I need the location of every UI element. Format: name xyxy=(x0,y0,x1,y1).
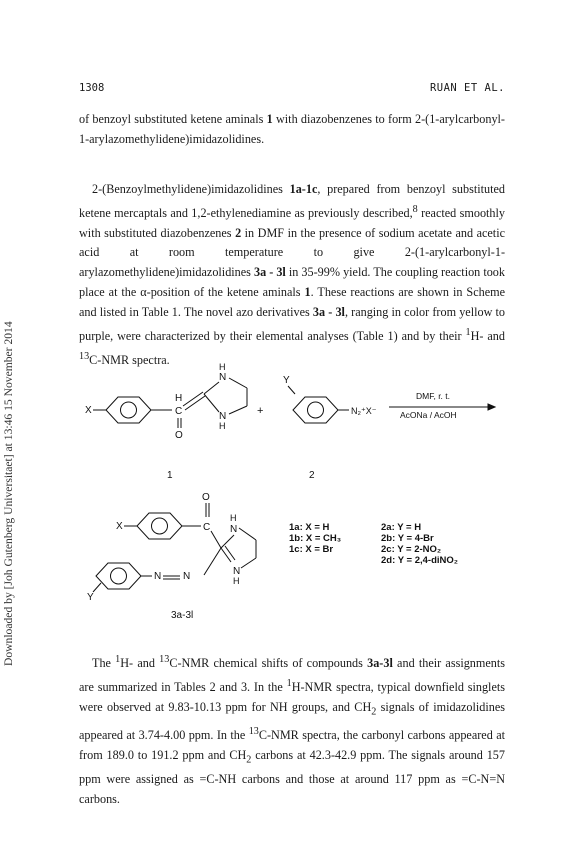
svg-text:X: X xyxy=(85,405,92,416)
svg-text:2b: Y = 4-Br: 2b: Y = 4-Br xyxy=(381,533,434,544)
svg-text:2a: Y = H: 2a: Y = H xyxy=(381,522,422,533)
svg-text:N: N xyxy=(183,571,191,582)
svg-text:1c: X = Br: 1c: X = Br xyxy=(289,544,334,555)
svg-text:AcONa / AcOH: AcONa / AcOH xyxy=(400,410,457,420)
download-watermark: Downloaded by [Joh Gutenberg Universitaet] at 13:46 15 November 2014 xyxy=(2,321,15,666)
svg-text:1a: X = H: 1a: X = H xyxy=(289,522,330,533)
svg-text:1b: X = CH₃: 1b: X = CH₃ xyxy=(289,533,342,544)
svg-text:+: + xyxy=(257,405,264,417)
svg-text:3a-3l: 3a-3l xyxy=(171,610,194,621)
page-number: 1308 xyxy=(79,82,105,94)
paragraph-3: The $^1$H- and $^{13}$C-NMR chemical shifts of compounds 3a-3l and their assignments are summarized in Tables 2 and 3. In the $^1$H-NMR spectra, typical downfield singlets were observed at 9.83-10.13 ppm for NH groups, and $CH_2$ signals of imidazolidines appeared at 3.74-4.00 ppm. In the $^{13}$C-NMR spectra, the carbonyl carbons appeared at from 189.0 to 191.2 ppm and $CH_2$ carbons at 42.3-42.9 ppm. The signals around 157 ppm were assigned as =C-NH carbons and those at around 117 ppm as =C-N=N carbons. xyxy=(79,654,506,806)
svg-text:H: H xyxy=(219,421,226,431)
svg-text:1: 1 xyxy=(167,470,173,481)
svg-text:N: N xyxy=(233,566,241,577)
svg-text:O: O xyxy=(175,430,183,441)
svg-text:N: N xyxy=(219,372,227,383)
paragraph-2: 2-(Benzoylmethylidene)imidazolidines 1a-1c, prepared from benzoyl substituted ketene mercaptals and 1,2-ethylenediamine as previously described,$^8$ reacted smoothly with substituted diazobenzenes 2 in DMF in the presence of sodium acetate and acetic acid at room temperature to give 2-(1-arylcarbonyl-1-arylazomethylidene)imidazolidines 3a - 3l in 35-99% yield. The coupling reaction took place at the α-position of the ketene aminals 1. These reactions are shown in Scheme and listed in Table 1. The novel azo derivatives 3a - 3l, ranging in color from yellow to purple, were characterized by their elemental analyses (Table 1) and by their $^1$H- and $^{13}$C-NMR spectra. xyxy=(79,182,506,367)
svg-text:C: C xyxy=(203,522,211,533)
svg-text:N: N xyxy=(219,411,227,422)
running-header xyxy=(79,82,505,96)
svg-text:H: H xyxy=(175,393,183,404)
paragraph-1: of benzoyl substituted ketene aminals 1 with diazobenzenes to form 2-(1-arylcarbonyl-1-arylazomethylidene)imidazolidines. xyxy=(79,112,505,146)
svg-text:Y: Y xyxy=(283,375,290,386)
reaction-scheme xyxy=(79,362,505,635)
svg-text:DMF, r. t.: DMF, r. t. xyxy=(416,391,450,401)
svg-text:H: H xyxy=(233,576,240,586)
svg-text:X: X xyxy=(116,521,123,532)
svg-text:H: H xyxy=(219,362,226,372)
svg-text:2: 2 xyxy=(309,470,315,481)
scheme-drawing xyxy=(79,362,505,635)
svg-text:H: H xyxy=(230,513,237,523)
running-head: RUAN ET AL. xyxy=(429,82,505,94)
svg-text:N: N xyxy=(154,571,162,582)
svg-text:C: C xyxy=(175,406,183,417)
svg-text:N: N xyxy=(230,524,238,535)
svg-text:2c: Y = 2-NO₂: 2c: Y = 2-NO₂ xyxy=(381,544,442,555)
svg-text:N₂⁺X⁻: N₂⁺X⁻ xyxy=(351,406,377,416)
svg-text:2d: Y = 2,4-diNO₂: 2d: Y = 2,4-diNO₂ xyxy=(381,555,458,566)
svg-text:Y: Y xyxy=(87,592,94,603)
svg-text:O: O xyxy=(202,492,210,503)
